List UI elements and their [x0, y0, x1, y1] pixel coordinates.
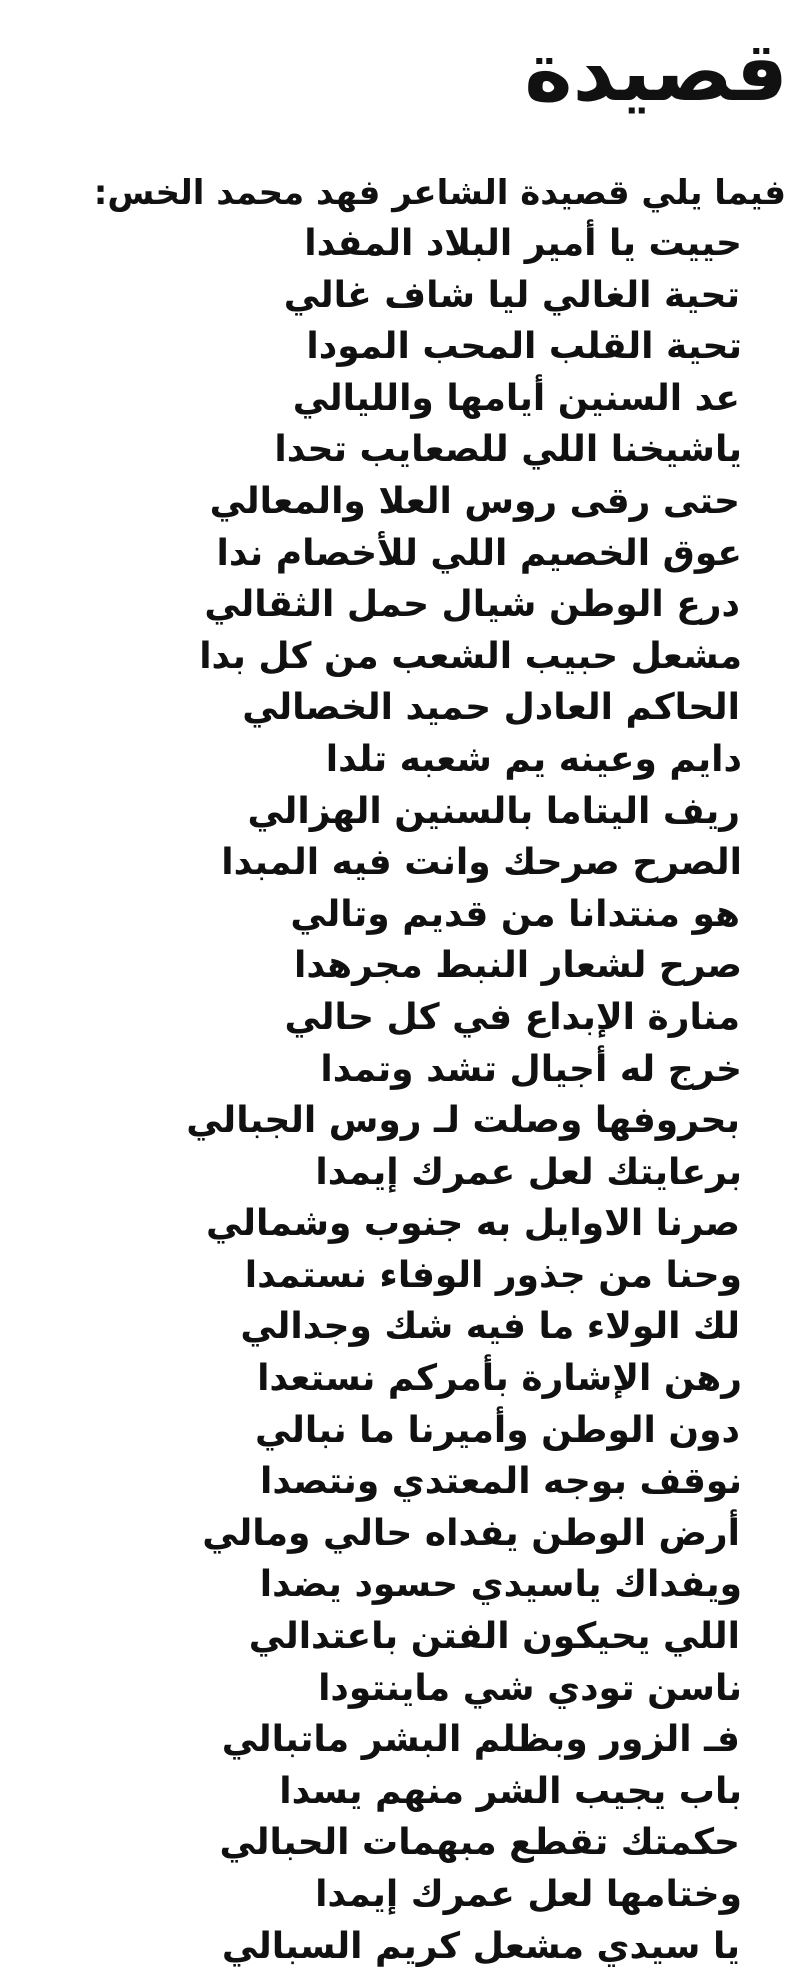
- verse-line: [0, 1766, 800, 1818]
- verse-line: [0, 1198, 800, 1250]
- verse-text: الحاكم العادل حميد الخصالي: [242, 687, 740, 729]
- verse-line: [0, 1663, 800, 1715]
- verse-text: فـ الزور وبظلم البشر ماتبالي: [221, 1719, 740, 1761]
- verse-line: [0, 1869, 800, 1921]
- verse-line: [0, 1714, 800, 1766]
- verse-line: [0, 786, 800, 838]
- verse-line: [0, 1250, 800, 1302]
- verse-line: [0, 1921, 800, 1972]
- verse-text: رهن الإشارة بأمركم نستعدا: [257, 1358, 742, 1400]
- verse-text: باب يجيب الشر منهم يسدا: [279, 1770, 742, 1812]
- verse-line: [0, 1301, 800, 1353]
- verse-line: [0, 1456, 800, 1508]
- verse-line: [0, 270, 800, 322]
- verse-line: [0, 424, 800, 476]
- verse-line: [0, 1405, 800, 1457]
- verse-text: عوق الخصيم اللي للأخصام ندا: [216, 532, 742, 574]
- verse-line: [0, 476, 800, 528]
- verse-text: ويفداك ياسيدي حسود يضدا: [259, 1564, 742, 1606]
- poem-intro: فيما يلي قصيدة الشاعر فهد محمد الخس:: [93, 173, 786, 213]
- verse-text: صرنا الاوايل به جنوب وشمالي: [206, 1203, 740, 1245]
- verse-text: يا سيدي مشعل كريم السبالي: [221, 1925, 740, 1967]
- verse-text: تحية الغالي ليا شاف غالي: [283, 274, 740, 316]
- verse-text: درع الوطن شيال حمل الثقالي: [204, 584, 740, 626]
- verse-text: دون الوطن وأميرنا ما نبالي: [254, 1409, 740, 1451]
- verse-text: ناسن تودي شي ماينتودا: [318, 1667, 742, 1709]
- page-title: قصيدة: [524, 25, 788, 120]
- verse-text: لك الولاء ما فيه شك وجدالي: [240, 1306, 740, 1348]
- verse-line: [0, 889, 800, 941]
- poem-verses: [0, 218, 800, 1972]
- verse-text: حييت يا أمير البلاد المفدا: [304, 223, 742, 264]
- verse-text: عد السنين أيامها والليالي: [292, 377, 740, 419]
- verse-line: [0, 1353, 800, 1405]
- verse-line: [0, 373, 800, 425]
- verse-text: مشعل حبيب الشعب من كل بدا: [199, 635, 742, 677]
- verse-line: [0, 1559, 800, 1611]
- verse-line: [0, 837, 800, 889]
- verse-line: [0, 940, 800, 992]
- verse-line: [0, 1817, 800, 1869]
- verse-text: ياشيخنا اللي للصعايب تحدا: [274, 429, 742, 471]
- verse-text: حتى رقى روس العلا والمعالي: [209, 480, 740, 522]
- verse-line: [0, 631, 800, 683]
- verse-line: [0, 992, 800, 1044]
- verse-text: تحية القلب المحب المودا: [306, 326, 742, 368]
- verse-text: خرج له أجيال تشد وتمدا: [320, 1048, 742, 1090]
- verse-text: منارة الإبداع في كل حالي: [284, 996, 740, 1038]
- verse-line: [0, 528, 800, 580]
- verse-text: أرض الوطن يفداه حالي ومالي: [202, 1512, 740, 1554]
- verse-text: برعايتك لعل عمرك إيمدا: [315, 1151, 742, 1193]
- verse-line: [0, 218, 800, 270]
- verse-text: نوقف بوجه المعتدي ونتصدا: [260, 1461, 742, 1503]
- verse-line: [0, 734, 800, 786]
- verse-text: هو منتدانا من قديم وتالي: [290, 893, 740, 935]
- verse-line: [0, 321, 800, 373]
- verse-line: [0, 682, 800, 734]
- verse-text: بحروفها وصلت لـ روس الجبالي: [186, 1100, 740, 1142]
- verse-text: دايم وعينه يم شعبه تلدا: [325, 738, 742, 780]
- verse-text: ريف اليتاما بالسنين الهزالي: [247, 790, 740, 832]
- verse-line: [0, 1611, 800, 1663]
- verse-line: [0, 1508, 800, 1560]
- verse-line: [0, 1095, 800, 1147]
- verse-text: وختامها لعل عمرك إيمدا: [315, 1874, 742, 1915]
- verse-text: حكمتك تقطع مبهمات الحبالي: [219, 1822, 740, 1864]
- verse-text: الصرح صرحك وانت فيه المبدا: [221, 842, 742, 884]
- verse-line: [0, 1147, 800, 1199]
- verse-line: [0, 1044, 800, 1096]
- verse-text: وحنا من جذور الوفاء نستمدا: [244, 1254, 742, 1296]
- verse-text: اللي يحيكون الفتن باعتدالي: [248, 1616, 740, 1658]
- verse-line: [0, 579, 800, 631]
- verse-text: صرح لشعار النبط مجرهدا: [294, 945, 742, 987]
